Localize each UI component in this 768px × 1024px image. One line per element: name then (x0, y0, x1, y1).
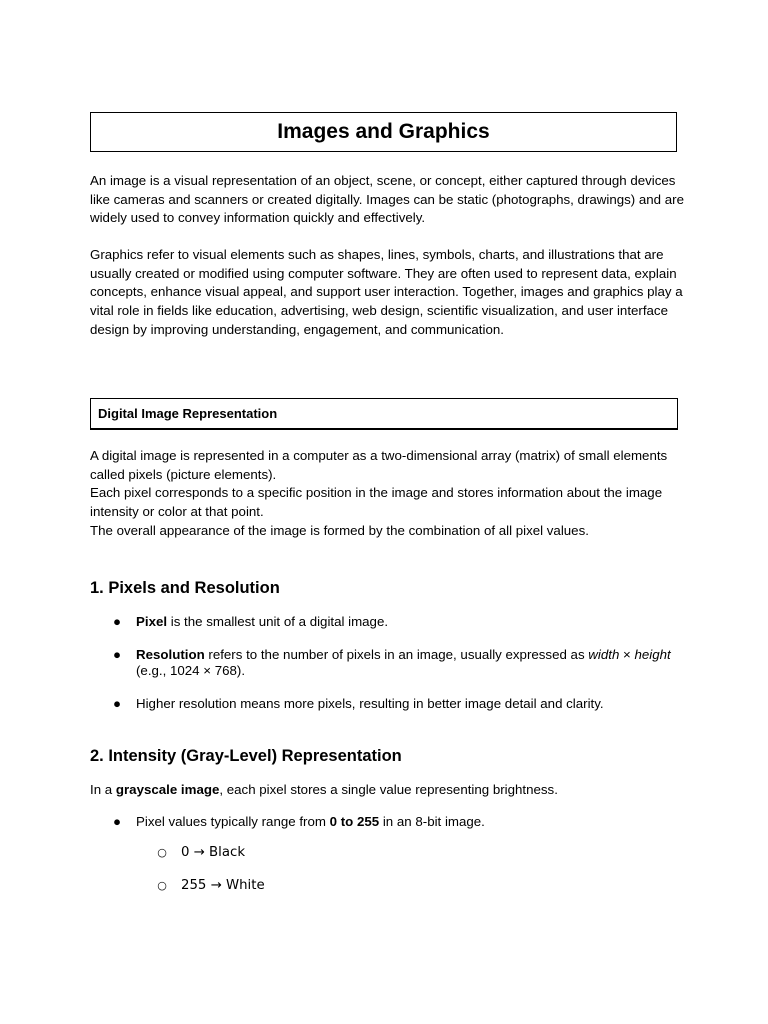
bullet-icon: ● (112, 696, 122, 711)
list-item (112, 614, 682, 630)
representation-line: Each pixel corresponds to a specific position in the image and stores information about the image intensity or color at that point. (90, 485, 663, 520)
term-bold: 0 to 255 (329, 814, 380, 829)
list-item (112, 814, 682, 830)
page-title: Images and Graphics (277, 120, 490, 143)
circle-bullet-icon: ○ (157, 846, 167, 859)
italic-width: width (588, 647, 620, 662)
bullet-icon: ● (112, 614, 122, 629)
representation-line: A digital image is represented in a computer as a two-dimensional array (matrix) of small elements called pixels (picture elements). (90, 448, 668, 482)
text-post: , each pixel stores a single value representing brightness. (219, 782, 558, 797)
list-item (112, 696, 682, 712)
sub-list-item (157, 845, 557, 861)
bullet-icon: ● (112, 814, 122, 829)
term-text: refers to the number of pixels in an image, usually expressed as (204, 647, 589, 662)
sub-list-item (157, 878, 557, 894)
list-item (112, 647, 682, 679)
bullet-icon: ● (112, 647, 122, 662)
section-box-title: Digital Image Representation (98, 406, 278, 421)
term-text: is the smallest unit of a digital image. (167, 614, 389, 629)
list-item-text: Higher resolution means more pixels, resulting in better image detail and clarity. (136, 696, 604, 711)
times-sign: × (619, 647, 635, 662)
term-bold: Pixel (136, 614, 168, 629)
term-bold: grayscale image (115, 782, 220, 797)
term-bold: Resolution (136, 647, 205, 662)
representation-line: The overall appearance of the image is formed by the combination of all pixel values. (90, 522, 589, 538)
text-pre: In a (90, 782, 116, 797)
sub-list-item-text: 255 → White (181, 878, 265, 893)
list-item-text (136, 814, 682, 830)
graphics-paragraph: Graphics refer to visual elements such as shapes, lines, symbols, charts, and illustrations that are usually created or modified using computer software. They are often used to represent data, explain concepts, enhance visual appeal, and support user interaction. Together, images and graphics play a vital role in fields like education, advertising, web design, scientific visualization, and user interface design by improving understanding, engagement, and communication. (90, 247, 683, 337)
term-tail: (e.g., 1024 × 768). (136, 663, 246, 678)
italic-height: height (634, 647, 671, 662)
grayscale-paragraph (90, 781, 685, 800)
sub-list-item-text: 0 → Black (181, 845, 246, 860)
representation-paragraph (90, 447, 685, 541)
text-post: in an 8-bit image. (379, 814, 485, 829)
title-box (90, 112, 677, 152)
text-pre: Pixel values typically range from (136, 814, 330, 829)
intro-paragraph: An image is a visual representation of an object, scene, or concept, either captured through devices like cameras and scanners or created digitally. Images can be static (photographs, drawings) and are widely used to convey information quickly and effectively. (90, 173, 684, 226)
list-item-text (136, 647, 682, 679)
section-box-digital-image (90, 398, 678, 430)
circle-bullet-icon: ○ (157, 879, 167, 892)
section-heading-pixels: 1. Pixels and Resolution (90, 579, 280, 597)
section-heading-intensity: 2. Intensity (Gray-Level) Representation (90, 747, 402, 765)
list-item-text (136, 614, 682, 630)
